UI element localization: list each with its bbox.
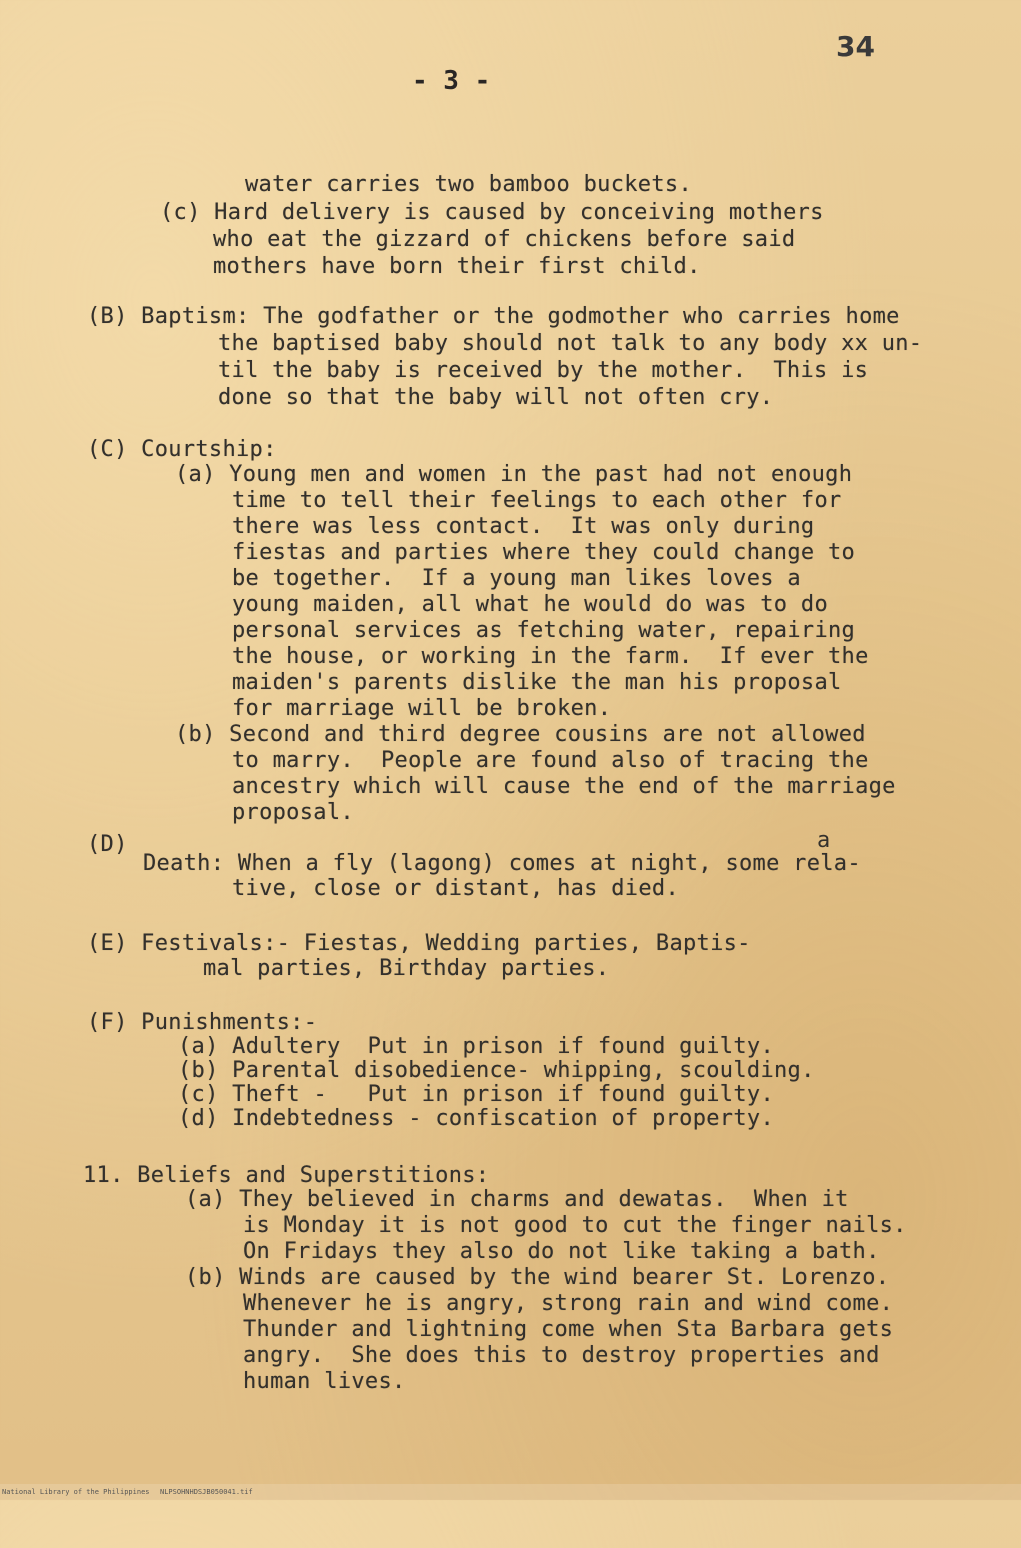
- text-line: (a) They believed in charms and dewatas. When it: [185, 1187, 849, 1212]
- section-label: (D): [87, 832, 128, 857]
- text-line: mal parties, Birthday parties.: [203, 956, 610, 981]
- text-line: mothers have born their first child.: [213, 254, 701, 279]
- text-line: done so that the baby will not often cry.: [218, 385, 774, 410]
- text-line: be together. If a young man likes loves a: [232, 566, 801, 591]
- text-line: proposal.: [232, 800, 354, 825]
- page-number: 34: [836, 30, 875, 63]
- text-line: (b) Parental disobedience- whipping, scoulding.: [178, 1058, 815, 1083]
- text-line: Thunder and lightning come when Sta Barbara gets: [243, 1317, 894, 1342]
- text-line: tive, close or distant, has died.: [232, 876, 679, 901]
- typed-page-marker: - 3 -: [412, 66, 491, 96]
- text-line: (a) Young men and women in the past had not enough: [175, 462, 853, 487]
- footer-library: National Library of the Philippines: [2, 1488, 150, 1496]
- text-line: the house, or working in the farm. If ever the: [232, 644, 869, 669]
- text-line: to marry. People are found also of tracing the: [232, 748, 869, 773]
- text-line: (a) Adultery Put in prison if found guilty.: [178, 1034, 774, 1059]
- text-line: (b) Second and third degree cousins are not allowed: [175, 722, 866, 747]
- scan-footer: [0, 1484, 1021, 1500]
- handwritten-insertion: a: [817, 828, 831, 853]
- text-line: fiestas and parties where they could change to: [232, 540, 856, 565]
- text-line: there was less contact. It was only during: [232, 514, 815, 539]
- text-line: for marriage will be broken.: [232, 696, 612, 721]
- text-line: (E) Festivals:- Fiestas, Wedding parties, Baptis-: [87, 931, 751, 956]
- text-line: angry. She does this to destroy properties and: [243, 1343, 880, 1368]
- text-line: water carries two bamboo buckets.: [245, 172, 692, 197]
- text-line: (d) Indebtedness - confiscation of property.: [178, 1106, 774, 1131]
- text-line: On Fridays they also do not like taking a bath.: [243, 1239, 880, 1264]
- text-line: personal services as fetching water, repairing: [232, 618, 856, 643]
- text-line: (b) Winds are caused by the wind bearer St. Lorenzo.: [185, 1265, 890, 1290]
- footer-filename: NLPSOHNHDSJB050041.tif: [160, 1488, 253, 1496]
- text-line: til the baby is received by the mother. This is: [218, 358, 869, 383]
- text-line: (B) Baptism: The godfather or the godmother who carries home: [87, 304, 900, 329]
- text-line: ancestry which will cause the end of the marriage: [232, 774, 896, 799]
- text-line: the baptised baby should not talk to any body xx un-: [218, 331, 923, 356]
- text-line: (c) Theft - Put in prison if found guilty.: [178, 1082, 774, 1107]
- text-line: human lives.: [243, 1369, 406, 1394]
- section-heading: 11. Beliefs and Superstitions:: [83, 1163, 490, 1188]
- text-line: young maiden, all what he would do was to do: [232, 592, 828, 617]
- section-heading: (F) Punishments:-: [87, 1010, 318, 1035]
- text-line: Whenever he is angry, strong rain and wind come.: [243, 1291, 894, 1316]
- text-line: who eat the gizzard of chickens before said: [213, 227, 796, 252]
- text-line: Death: When a fly (lagong) comes at night, some rela-: [143, 851, 861, 876]
- text-line: maiden's parents dislike the man his proposal: [232, 670, 842, 695]
- text-line: time to tell their feelings to each other for: [232, 488, 842, 513]
- text-line: is Monday it is not good to cut the finger nails.: [243, 1213, 907, 1238]
- section-heading: (C) Courtship:: [87, 437, 277, 462]
- text-line: (c) Hard delivery is caused by conceiving mothers: [160, 200, 824, 225]
